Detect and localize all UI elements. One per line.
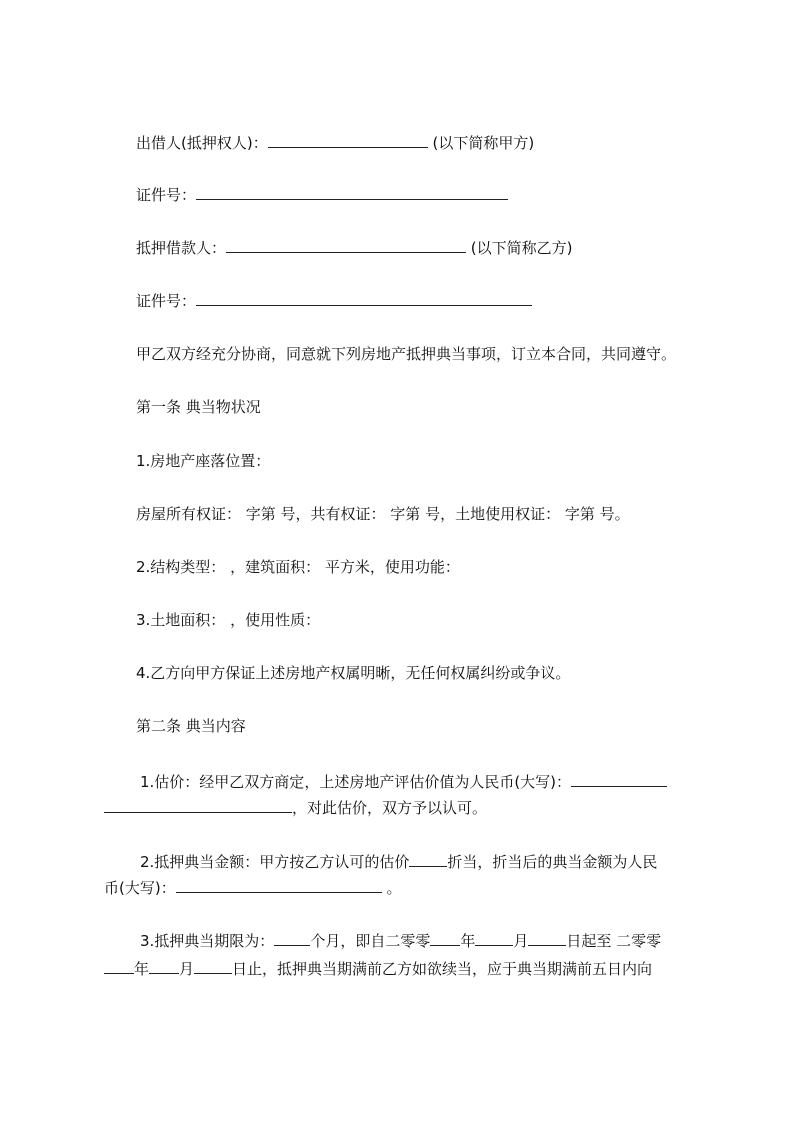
article-2-item-1-line-2 bbox=[104, 797, 487, 818]
party-b-blank[interactable] bbox=[226, 237, 466, 253]
article-2-item-3-line-1 bbox=[140, 930, 661, 951]
article-2-item-3-a: 3.抵押典当期限为： bbox=[140, 932, 275, 950]
article-2-item-3-d: 月 bbox=[513, 932, 529, 950]
party-a-id-blank[interactable] bbox=[196, 184, 508, 200]
party-a-blank[interactable] bbox=[268, 132, 428, 148]
article-2-item-1-line-1 bbox=[140, 771, 667, 792]
term-months-blank[interactable] bbox=[274, 930, 310, 946]
article-2-item-3-c: 年 bbox=[460, 932, 476, 950]
end-year-blank[interactable] bbox=[104, 958, 134, 974]
intro-paragraph: 甲乙双方经充分协商，同意就下列房地产抵押典当事项，订立本合同，共同遵守。 bbox=[136, 345, 677, 363]
valuation-blank-continued[interactable] bbox=[104, 797, 292, 813]
article-2-item-2-line-1 bbox=[140, 851, 657, 872]
article-2-item-3-f: 年 bbox=[134, 960, 150, 978]
article-1-certificates: 房屋所有权证： 字第 号，共有权证： 字第 号，土地使用权证： 字第 号。 bbox=[136, 505, 630, 523]
article-2-item-3-h: 日止，抵押典当期满前乙方如欲续当，应于典当期满前五日内向 bbox=[232, 960, 653, 978]
article-2-item-2-c: 币(大写)： bbox=[104, 879, 176, 897]
party-b-id-blank[interactable] bbox=[196, 290, 532, 306]
party-b-suffix: (以下简称乙方) bbox=[470, 239, 573, 257]
discount-rate-blank[interactable] bbox=[409, 851, 447, 867]
party-b-label: 抵押借款人： bbox=[136, 239, 227, 257]
party-b-id-line bbox=[136, 290, 532, 311]
article-2-item-2-d: 。 bbox=[386, 879, 402, 897]
article-1-heading: 第一条 典当物状况 bbox=[136, 398, 261, 416]
article-2-item-1-lead: 1.估价：经甲乙双方商定，上述房地产评估价值为人民币(大写)： bbox=[140, 773, 572, 791]
article-2-item-3-b: 个月，即自二零零 bbox=[310, 932, 431, 950]
article-2-item-2-line-2 bbox=[104, 877, 402, 898]
end-month-blank[interactable] bbox=[149, 958, 179, 974]
party-a-label: 出借人(抵押权人)： bbox=[136, 134, 268, 152]
article-2-item-3-g: 月 bbox=[179, 960, 195, 978]
valuation-blank[interactable] bbox=[571, 771, 667, 787]
party-b-id-label: 证件号： bbox=[136, 292, 197, 310]
article-1-item-4: 4.乙方向甲方保证上述房地产权属明晰，无任何权属纠纷或争议。 bbox=[136, 664, 571, 682]
party-b-line bbox=[136, 237, 573, 258]
article-1-item-1: 1.房地产座落位置： bbox=[136, 452, 271, 470]
start-month-blank[interactable] bbox=[475, 930, 513, 946]
party-a-id-label: 证件号： bbox=[136, 186, 197, 204]
article-2-item-1-tail: ，对此估价，双方予以认可。 bbox=[292, 799, 488, 817]
pawn-amount-blank[interactable] bbox=[176, 877, 382, 893]
start-year-blank[interactable] bbox=[430, 930, 460, 946]
start-day-blank[interactable] bbox=[528, 930, 566, 946]
article-2-item-2-b: 折当，折当后的典当金额为人民 bbox=[447, 853, 658, 871]
article-1-item-2: 2.结构类型： ，建筑面积： 平方米，使用功能： bbox=[136, 558, 460, 576]
party-a-line bbox=[136, 132, 534, 153]
article-2-item-2-a: 2.抵押典当金额：甲方按乙方认可的估价 bbox=[140, 853, 410, 871]
party-a-suffix: (以下简称甲方) bbox=[432, 134, 535, 152]
article-1-item-3: 3.土地面积： ，使用性质： bbox=[136, 611, 321, 629]
article-2-heading: 第二条 典当内容 bbox=[136, 717, 246, 735]
article-2-item-3-e: 日起至 二零零 bbox=[566, 932, 662, 950]
party-a-id-line bbox=[136, 184, 508, 205]
article-2-item-3-line-2 bbox=[104, 958, 652, 979]
end-day-blank[interactable] bbox=[194, 958, 232, 974]
